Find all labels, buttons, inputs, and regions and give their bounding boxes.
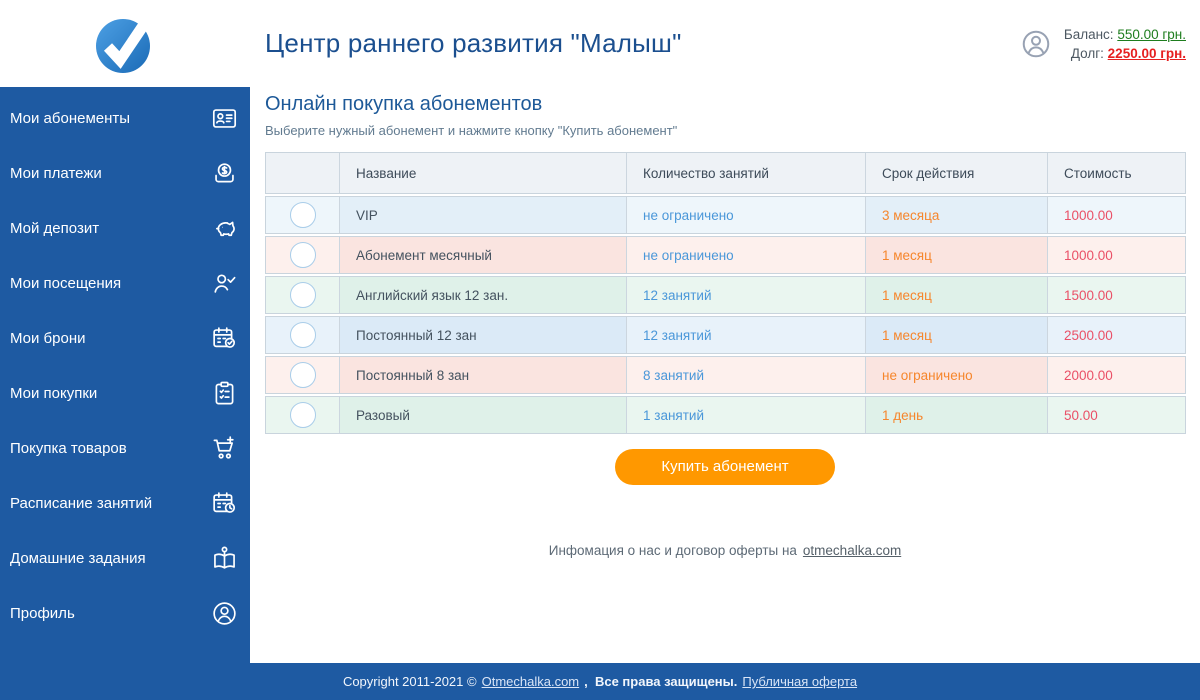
- clipboard-icon: [211, 380, 238, 407]
- cell-lessons: 1 занятий: [627, 397, 866, 433]
- header: [0, 0, 1200, 87]
- cell-name: Английский язык 12 зан.: [340, 277, 627, 313]
- sidebar-item-label: Профиль: [10, 605, 75, 622]
- cell-price: 1000.00: [1048, 237, 1185, 273]
- balance-label: Баланс:: [1063, 27, 1114, 42]
- cell-name: Постоянный 12 зан: [340, 317, 627, 353]
- user-circle-icon: [211, 600, 238, 627]
- cell-name: Постоянный 8 зан: [340, 357, 627, 393]
- sidebar-item-bookings[interactable]: [0, 311, 250, 366]
- cell-price: 1000.00: [1048, 197, 1185, 233]
- sidebar-item-label: Мои покупки: [10, 385, 98, 402]
- sidebar-item-schedule[interactable]: [0, 476, 250, 531]
- calendar-check-icon: [211, 325, 238, 352]
- user-check-icon: [211, 270, 238, 297]
- subscriptions-table: [265, 152, 1186, 434]
- cell-term: 1 месяц: [866, 277, 1048, 313]
- sidebar-item-label: Мои посещения: [10, 275, 122, 292]
- section-subheading: Выберите нужный абонемент и нажмите кнопку "Купить абонемент": [265, 123, 678, 138]
- sidebar-item-label: Расписание занятий: [10, 495, 153, 512]
- sidebar-item-label: Покупка товаров: [10, 440, 127, 457]
- cell-term: 1 месяц: [866, 237, 1048, 273]
- header-cell-name: Название: [340, 153, 627, 193]
- cell-name: Абонемент месячный: [340, 237, 627, 273]
- account-summary: [1020, 25, 1186, 63]
- public-offer-link[interactable]: Публичная оферта: [742, 674, 858, 689]
- sidebar-item-deposit[interactable]: [0, 201, 250, 256]
- subscription-radio[interactable]: [290, 282, 316, 308]
- sidebar-item-label: Домашние задания: [10, 550, 146, 567]
- header-cell-select: [266, 153, 340, 193]
- sidebar-item-purchases[interactable]: [0, 366, 250, 421]
- offer-info-text: Инфомация о нас и договор оферты на: [548, 543, 797, 558]
- cell-lessons: 8 занятий: [627, 357, 866, 393]
- cell-term: 1 месяц: [866, 317, 1048, 353]
- main-content: [250, 87, 1200, 663]
- sidebar-item-homework[interactable]: [0, 531, 250, 586]
- logo: [91, 7, 159, 79]
- table-header-row: [265, 152, 1186, 194]
- sidebar-item-label: Мой депозит: [10, 220, 100, 237]
- cell-name: VIP: [340, 197, 627, 233]
- sidebar-item-label: Мои брони: [10, 330, 86, 347]
- header-cell-lessons: Количество занятий: [627, 153, 866, 193]
- copyright-text: Copyright 2011-2021 ©: [342, 674, 477, 689]
- debt-value-link[interactable]: 2250.00 грн.: [1107, 46, 1186, 61]
- cart-plus-icon: [211, 435, 238, 462]
- piggy-bank-icon: [211, 215, 238, 242]
- table-row[interactable]: [265, 276, 1186, 314]
- cell-term: не ограничено: [866, 357, 1048, 393]
- cell-price: 50.00: [1048, 397, 1185, 433]
- cell-term: 3 месяца: [866, 197, 1048, 233]
- offer-info-line: [265, 543, 1185, 558]
- table-row[interactable]: [265, 396, 1186, 434]
- sidebar-item-label: Мои абонементы: [10, 110, 131, 127]
- sidebar-item-buy-goods[interactable]: [0, 421, 250, 476]
- header-cell-term: Срок действия: [866, 153, 1048, 193]
- subscription-radio[interactable]: [290, 242, 316, 268]
- table-row[interactable]: [265, 236, 1186, 274]
- section-heading: Онлайн покупка абонементов: [265, 93, 543, 115]
- subscription-radio[interactable]: [290, 402, 316, 428]
- cell-price: 2500.00: [1048, 317, 1185, 353]
- balance-value-link[interactable]: 550.00 грн.: [1117, 27, 1186, 42]
- avatar-icon: [1020, 28, 1052, 60]
- cell-term: 1 день: [866, 397, 1048, 433]
- cell-price: 2000.00: [1048, 357, 1185, 393]
- id-card-icon: [211, 105, 238, 132]
- subscription-radio[interactable]: [290, 322, 316, 348]
- calendar-clock-icon: [211, 490, 238, 517]
- footer-site-link[interactable]: Otmechalka.com: [481, 674, 580, 689]
- book-reader-icon: [211, 545, 238, 572]
- subscription-radio[interactable]: [290, 362, 316, 388]
- checkmark-logo-icon: [91, 7, 159, 79]
- footer: [0, 663, 1200, 700]
- sidebar-item-payments[interactable]: [0, 146, 250, 201]
- cell-lessons: 12 занятий: [627, 317, 866, 353]
- cell-lessons: не ограничено: [627, 197, 866, 233]
- balance-line: [1064, 25, 1186, 44]
- offer-info-link[interactable]: otmechalka.com: [802, 543, 902, 558]
- buy-subscription-button[interactable]: Купить абонемент: [615, 449, 835, 485]
- sidebar-item-label: Мои платежи: [10, 165, 102, 182]
- cell-name: Разовый: [340, 397, 627, 433]
- debt-line: [1064, 44, 1186, 63]
- table-row[interactable]: [265, 356, 1186, 394]
- table-row[interactable]: [265, 316, 1186, 354]
- rights-text: , Все права защищены.: [584, 674, 738, 689]
- debt-label: Долг:: [1070, 46, 1104, 61]
- cell-lessons: 12 занятий: [627, 277, 866, 313]
- header-cell-price: Стоимость: [1064, 165, 1132, 181]
- table-row[interactable]: [265, 196, 1186, 234]
- cell-lessons: не ограничено: [627, 237, 866, 273]
- cell-price: 1500.00: [1048, 277, 1185, 313]
- page-title: Центр раннего развития "Малыш": [265, 28, 682, 58]
- sidebar-item-subscriptions[interactable]: [0, 91, 250, 146]
- payments-icon: [211, 160, 238, 187]
- sidebar-item-profile[interactable]: [0, 586, 250, 641]
- sidebar-item-visits[interactable]: [0, 256, 250, 311]
- subscription-radio[interactable]: [290, 202, 316, 228]
- sidebar: [0, 87, 250, 663]
